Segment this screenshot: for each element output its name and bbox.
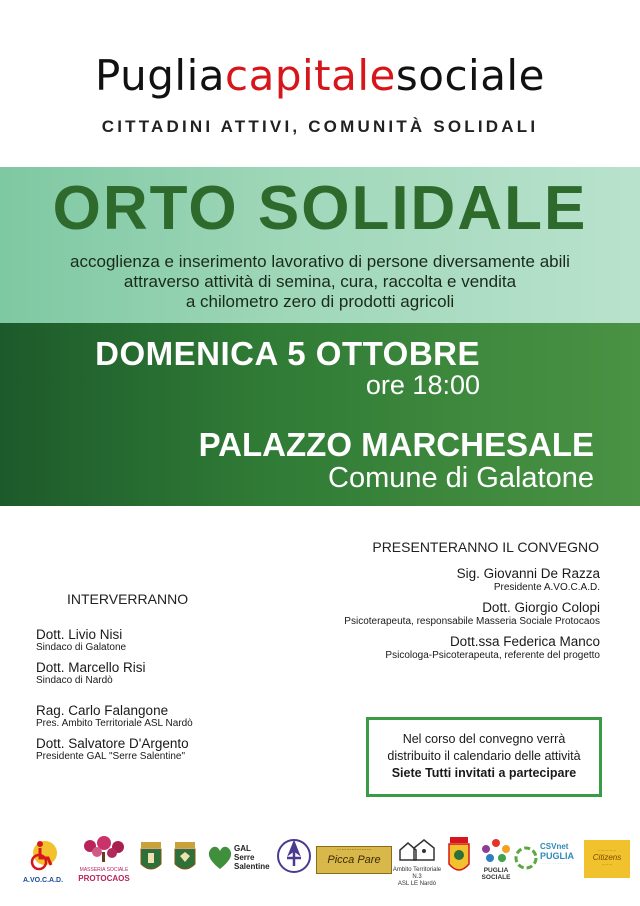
notice-line: Nel corso del convegno verrà <box>402 732 566 746</box>
speaker-role: Sindaco di Galatone <box>36 642 127 653</box>
speaker-name: Dott. Salvatore D'Argento <box>36 736 189 751</box>
brand-part-puglia: Puglia <box>95 51 225 100</box>
subtitle-line: attraverso attività di semina, cura, raccolta e vendita <box>123 272 517 291</box>
puglia-sociale-label: SOCIALE <box>481 874 511 881</box>
notice-box <box>366 717 602 797</box>
tree-icon <box>78 836 130 862</box>
gal-logo <box>206 842 272 882</box>
puglia-sociale-label: PUGLIA <box>483 867 509 874</box>
sponsor-logos <box>0 834 640 894</box>
brand-part-capitale: capitale <box>224 51 396 100</box>
speaker-name: Dott. Marcello Risi <box>36 660 146 675</box>
tagline: CITTADINI ATTIVI, COMUNITÀ SOLIDALI <box>101 117 539 136</box>
gal-label: Serre <box>234 853 255 862</box>
heart-icon <box>206 842 234 872</box>
presenter-name: Sig. Giovanni De Razza <box>456 566 600 581</box>
picca-pare-label: Picca Pare <box>327 854 381 866</box>
csvnet-puglia-label: PUGLIA <box>540 851 575 861</box>
presenter-role: Psicoterapeuta, responsabile Masseria Sociale Protocaos <box>344 616 600 627</box>
event-date: DOMENICA 5 OTTOBRE <box>95 335 480 372</box>
csvnet-logo: CSVnet PUGLIA ··········· ·········· ········ <box>514 840 582 876</box>
regione-crest-icon <box>446 836 472 878</box>
speaker-role: Pres. Ambito Territoriale ASL Nardò <box>36 718 193 729</box>
ambito-label: Ambito Territoriale N.3 <box>392 867 442 880</box>
citizens-logo: ·············· Citizens ········ <box>584 840 630 878</box>
csvnet-swirl-icon <box>514 846 538 870</box>
brand-logo <box>0 52 640 100</box>
speaker-role: Presidente GAL "Serre Salentine" <box>36 751 186 762</box>
avocad-logo <box>18 838 68 884</box>
speakers-heading: INTERVERRANNO <box>67 591 189 607</box>
picca-pare-logo: ····················· Picca Pare <box>316 846 392 874</box>
presenter-role: Presidente A.VO.C.A.D. <box>493 582 600 593</box>
event-time: ore 18:00 <box>365 370 480 400</box>
ambito-logo <box>392 836 442 887</box>
speaker-role: Sindaco di Nardò <box>36 675 113 686</box>
csvnet-label: CSVnet <box>540 842 569 851</box>
notice-line: distribuito il calendario delle attività <box>387 749 581 763</box>
protocaos-top-label: MASSERIA SOCIALE <box>79 867 129 873</box>
presenter-name: Dott. Giorgio Colopi <box>482 600 600 615</box>
speaker-name: Rag. Carlo Falangone <box>36 703 169 718</box>
gal-label: Salentine <box>234 862 270 871</box>
wheelchair-icon <box>18 838 68 872</box>
presenter-role: Psicologa-Psicoterapeuta, referente del progetto <box>385 650 600 661</box>
galatone-crest-icon <box>138 840 164 878</box>
protocaos-label: PROTOCAOS <box>78 874 130 883</box>
notice-invite: Siete Tutti invitati a partecipare <box>391 766 577 780</box>
speakers-list <box>36 627 193 769</box>
citizens-label: Citizens <box>592 853 622 862</box>
event-title: ORTO SOLIDALE <box>52 174 588 243</box>
puglia-sociale-logo <box>476 838 516 882</box>
presenters-heading: PRESENTERANNO IL CONVEGNO <box>372 539 599 555</box>
gal-label: GAL <box>234 844 251 853</box>
ambito-label: ASL LE Nardò <box>397 881 437 887</box>
subtitle-line: accoglienza e inserimento lavorativo di persone diversamente abili <box>70 252 570 271</box>
nardo-crest-icon <box>172 840 198 878</box>
protocaos-logo <box>78 836 130 883</box>
presenter-name: Dott.ssa Federica Manco <box>449 634 600 649</box>
avocad-label: A.VO.C.A.D. <box>22 877 64 884</box>
speaker-name: Dott. Livio Nisi <box>36 627 123 642</box>
houses-icon <box>392 836 442 862</box>
star-icon <box>476 838 516 862</box>
subtitle-line: a chilometro zero di prodotti agricoli <box>185 292 455 311</box>
presenters-list <box>344 566 600 668</box>
event-comune: Comune di Galatone <box>328 462 594 494</box>
event-subtitle <box>20 252 620 312</box>
brand-part-sociale: sociale <box>395 51 545 100</box>
scout-emblem-icon <box>276 836 312 876</box>
event-venue: PALAZZO MARCHESALE <box>198 426 594 463</box>
